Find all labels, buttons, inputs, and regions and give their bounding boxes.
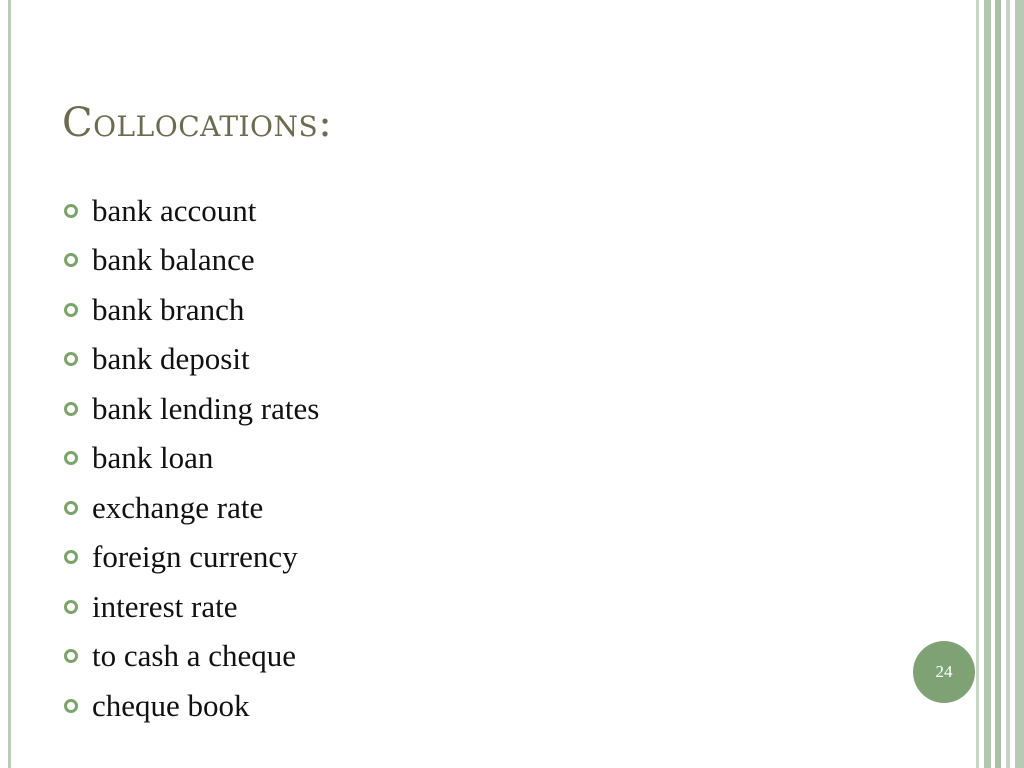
list-item-text: bank loan [92, 440, 214, 476]
ring-bullet-icon [64, 501, 78, 515]
page-number: 24 [935, 662, 953, 681]
list-item [64, 632, 319, 682]
list-item-text: interest rate [92, 588, 238, 624]
list-item-text: bank balance [92, 242, 255, 278]
list-item-text: foreign currency [92, 539, 298, 575]
list-item [64, 434, 319, 484]
ring-bullet-icon [64, 550, 78, 564]
list-item-text: bank deposit [92, 341, 250, 377]
ring-bullet-icon [64, 204, 78, 218]
list-item-text: bank account [92, 192, 257, 228]
right-border-stripe [984, 0, 991, 768]
right-border-stripe [976, 0, 979, 768]
list-item-text: bank lending rates [92, 390, 320, 426]
bullet-list [64, 186, 319, 731]
ring-bullet-icon [64, 303, 78, 317]
right-border-stripe [1006, 0, 1010, 768]
ring-bullet-icon [64, 402, 78, 416]
ring-bullet-icon [64, 352, 78, 366]
page-number-badge [913, 641, 975, 703]
list-item [64, 681, 319, 731]
list-item-text: bank branch [92, 291, 245, 327]
ring-bullet-icon [64, 253, 78, 267]
left-border-line [8, 0, 11, 768]
ring-bullet-icon [64, 600, 78, 614]
ring-bullet-icon [64, 649, 78, 663]
right-border-stripe [1015, 0, 1024, 768]
slide-title: Collocations: [62, 100, 333, 146]
list-item [64, 533, 319, 583]
list-item [64, 335, 319, 385]
list-item-text: exchange rate [92, 489, 264, 525]
list-item [64, 582, 319, 632]
list-item [64, 384, 319, 434]
list-item-text: to cash a cheque [92, 638, 296, 674]
list-item [64, 285, 319, 335]
right-border-stripe [995, 0, 1001, 768]
list-item [64, 483, 319, 533]
list-item [64, 186, 319, 236]
ring-bullet-icon [64, 451, 78, 465]
list-item [64, 236, 319, 286]
ring-bullet-icon [64, 699, 78, 713]
list-item-text: cheque book [92, 687, 250, 723]
